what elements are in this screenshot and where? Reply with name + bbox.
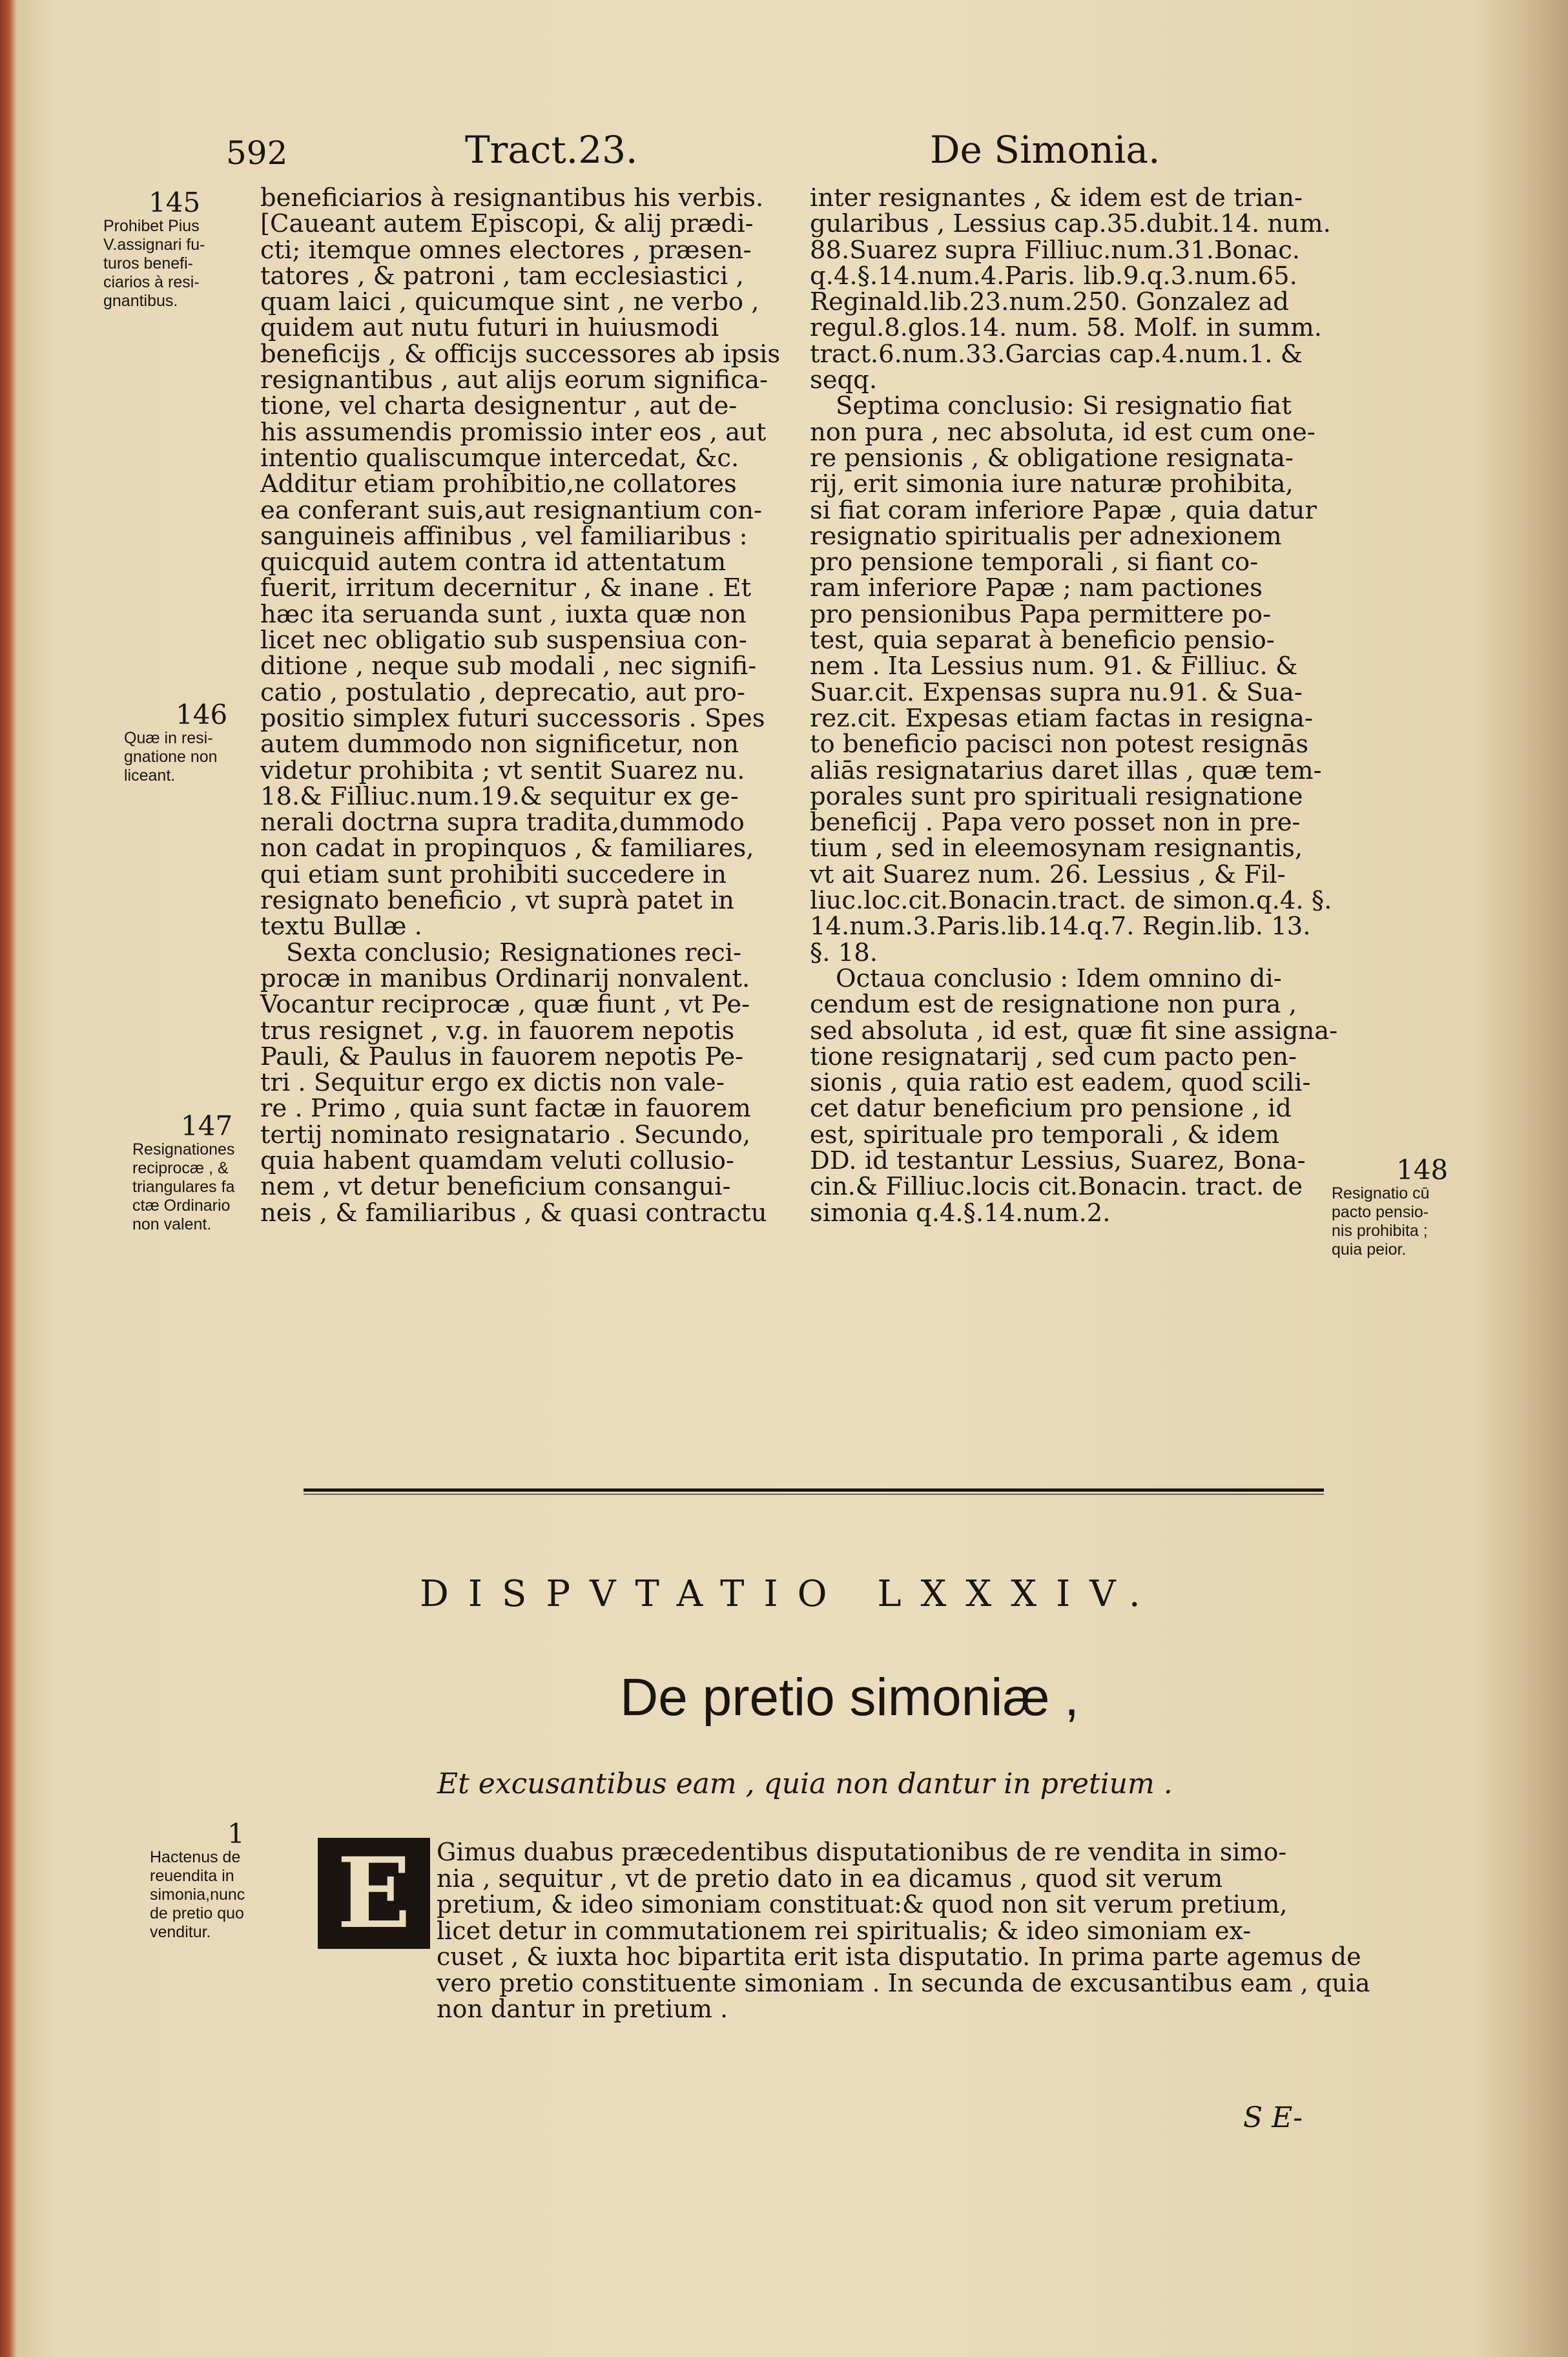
text-line: quicquid autem contra id attentatum bbox=[260, 548, 727, 577]
text-line: fuerit, irritum decernitur , & inane . Et bbox=[260, 573, 752, 603]
text-line: cuset , & iuxta hoc bipartita erit ista disputatio. In prima parte agemus de bbox=[437, 1942, 1361, 1971]
text-line: licet nec obligatio sub suspensiua con- bbox=[260, 626, 747, 655]
text-line: cin.& Filliuc.locis cit.Bonacin. tract. de bbox=[810, 1172, 1303, 1202]
margin-text: non valent. bbox=[132, 1215, 212, 1233]
text-line: beneficij . Papa vero posset non in pre- bbox=[810, 808, 1301, 838]
text-line: gularibus , Lessius cap.35.dubit.14. num. bbox=[810, 209, 1331, 239]
text-line: resignato beneficio , vt suprà patet in bbox=[260, 886, 734, 916]
margin-note bbox=[150, 1820, 245, 1942]
margin-number: 148 bbox=[1396, 1154, 1449, 1186]
text-line: nia , sequitur , vt de pretio dato in ea dicamus , quod sit verum bbox=[437, 1864, 1223, 1893]
text-line: inter resignantes , & idem est de trian- bbox=[810, 183, 1303, 212]
text-line: quia habent quamdam veluti collusio- bbox=[260, 1146, 734, 1175]
page-number: 592 bbox=[226, 134, 288, 172]
text-line: regul.8.glos.14. num. 58. Molf. in summ. bbox=[810, 313, 1322, 343]
text-line: q.4.§.14.num.4.Paris. lib.9.q.3.num.65. bbox=[810, 261, 1297, 291]
text-line: sionis , quia ratio est eadem, quod scili- bbox=[810, 1068, 1311, 1098]
text-line: DD. id testantur Lessius, Suarez, Bona- bbox=[810, 1146, 1306, 1175]
text-line: trus resignet , v.g. in fauorem nepotis bbox=[260, 1016, 735, 1045]
text-line: pro pensione temporali , si fiant co- bbox=[810, 548, 1259, 577]
text-line: autem dummodo non significetur, non bbox=[260, 730, 739, 759]
text-line: procæ in manibus Ordinarij nonvalent. bbox=[260, 963, 750, 993]
text-line: rez.cit. Expesas etiam factas in resigna- bbox=[810, 703, 1313, 733]
margin-number: 145 bbox=[149, 187, 201, 218]
text-line: quam laici , quicumque sint , ne verbo , bbox=[260, 287, 759, 317]
catchword: S E- bbox=[1243, 2101, 1303, 2134]
text-line: Vocantur reciprocæ , quæ fiunt , vt Pe- bbox=[260, 990, 750, 1020]
margin-text: ciarios à resi- bbox=[103, 273, 200, 291]
text-line: re pensionis , & obligatione resignata- bbox=[810, 443, 1294, 473]
text-line: tri . Sequitur ergo ex dictis non vale- bbox=[260, 1068, 725, 1098]
margin-text: Hactenus de bbox=[150, 1848, 241, 1866]
text-line: sed absoluta , id est, quæ fit sine assigna- bbox=[810, 1016, 1338, 1045]
disputatio-tagline: Et excusantibus eam , quia non dantur in pretium . bbox=[437, 1767, 1173, 1800]
text-line: catio , postulatio , deprecatio, aut pro- bbox=[260, 677, 745, 707]
margin-text: Resignatio cū bbox=[1332, 1184, 1430, 1202]
margin-note bbox=[1332, 1156, 1448, 1259]
margin-text: pacto pensio- bbox=[1332, 1203, 1429, 1221]
text-line: tium , sed in eleemosynam resignantis, bbox=[810, 834, 1303, 863]
text-line: nerali doctrna supra tradita,dummodo bbox=[260, 808, 745, 838]
text-line: tatores , & patroni , tam ecclesiastici , bbox=[260, 261, 744, 291]
margin-note bbox=[124, 701, 227, 785]
text-line: his assumendis promissio inter eos , aut bbox=[260, 417, 767, 447]
margin-number: 1 bbox=[227, 1818, 245, 1849]
disputatio-subtitle: De pretio simoniæ , bbox=[620, 1668, 1079, 1727]
text-line: vero pretio constituente simoniam . In secunda de excusantibus eam , quia bbox=[437, 1968, 1370, 1997]
text-line: si fiat coram inferiore Papæ , quia datur bbox=[810, 495, 1317, 525]
margin-text: triangulares fa bbox=[132, 1178, 235, 1196]
text-line: rij, erit simonia iure naturæ prohibita, bbox=[810, 469, 1294, 499]
margin-text: liceant. bbox=[124, 767, 176, 785]
section-divider bbox=[304, 1488, 1324, 1492]
margin-text: reuendita in bbox=[150, 1867, 234, 1885]
margin-text: Prohibet Pius bbox=[103, 217, 200, 235]
margin-number: 146 bbox=[176, 699, 228, 730]
text-line: beneficiarios à resignantibus his verbis. bbox=[260, 183, 764, 212]
text-line: nem , vt detur beneficium consangui- bbox=[260, 1172, 731, 1202]
text-line: qui etiam sunt prohibiti succedere in bbox=[260, 859, 727, 889]
text-line: 18.& Filliuc.num.19.& sequitur ex ge- bbox=[260, 781, 739, 811]
margin-note bbox=[103, 189, 205, 311]
text-line: resignatio spiritualis per adnexionem bbox=[810, 521, 1282, 551]
text-line: Pauli, & Paulus in fauorem nepotis Pe- bbox=[260, 1042, 744, 1071]
margin-number: 147 bbox=[181, 1110, 233, 1142]
text-line: [Caueant autem Episcopi, & alij prædi- bbox=[260, 209, 754, 239]
text-line: tione resignatarij , sed cum pacto pen- bbox=[810, 1042, 1297, 1071]
text-line: pro pensionibus Papa permittere po- bbox=[810, 599, 1272, 629]
text-line: positio simplex futuri successoris . Spes bbox=[260, 703, 765, 733]
text-line: cti; itemque omnes electores , præsen- bbox=[260, 235, 752, 265]
text-line: ditione , neque sub modali , nec signifi- bbox=[260, 652, 757, 681]
text-line: liuc.loc.cit.Bonacin.tract. de simon.q.4. §. bbox=[810, 886, 1332, 916]
text-line: Octaua conclusio : Idem omnino di- bbox=[836, 963, 1282, 993]
text-line: textu Bullæ . bbox=[260, 912, 422, 942]
text-line: non dantur in pretium . bbox=[437, 1995, 728, 2023]
text-line: pretium, & ideo simoniam constituat:& quod non sit verum pretium, bbox=[437, 1890, 1288, 1919]
text-line: Additur etiam prohibitio,ne collatores bbox=[260, 469, 737, 499]
margin-text: ctæ Ordinario bbox=[132, 1197, 231, 1215]
text-line: non cadat in propinquos , & familiares, bbox=[260, 834, 754, 863]
text-line: porales sunt pro spirituali resignatione bbox=[810, 781, 1303, 811]
text-line: tertij nominato resignatario . Secundo, bbox=[260, 1120, 751, 1149]
margin-text: de pretio quo bbox=[150, 1904, 244, 1922]
text-line: simonia q.4.§.14.num.2. bbox=[810, 1198, 1111, 1228]
margin-text: venditur. bbox=[150, 1923, 211, 1941]
margin-text: reciprocæ , & bbox=[132, 1159, 229, 1177]
text-line: to beneficio pacisci non potest resignās bbox=[810, 730, 1309, 759]
margin-text: gnantibus. bbox=[103, 292, 178, 310]
text-line: tract.6.num.33.Garcias cap.4.num.1. & bbox=[810, 339, 1303, 369]
text-line: licet detur in commutationem rei spiritualis; & ideo simoniam ex- bbox=[437, 1916, 1252, 1945]
text-line: hæc ita seruanda sunt , iuxta quæ non bbox=[260, 599, 747, 629]
left-column bbox=[260, 185, 790, 1226]
disputatio-body bbox=[315, 1838, 1370, 2023]
text-line: 88.Suarez supra Filliuc.num.31.Bonac. bbox=[810, 235, 1301, 265]
text-line: quidem aut nutu futuri in huiusmodi bbox=[260, 313, 719, 343]
text-line: est, spirituale pro temporali , & idem bbox=[810, 1120, 1279, 1149]
margin-text: nis prohibita ; bbox=[1332, 1222, 1428, 1240]
text-line: re . Primo , quia sunt factæ in fauorem bbox=[260, 1094, 751, 1124]
text-line: test, quia separat à beneficio pensio- bbox=[810, 626, 1275, 655]
margin-note bbox=[132, 1112, 234, 1234]
text-line: videtur prohibita ; vt sentit Suarez nu. bbox=[260, 756, 745, 785]
page-title: De Simonia. bbox=[930, 128, 1161, 172]
text-line: sanguineis affinibus , vel familiaribus : bbox=[260, 521, 748, 551]
text-line: non pura , nec absoluta, id est cum one- bbox=[810, 417, 1315, 447]
margin-text: Quæ in resi- bbox=[124, 729, 213, 747]
margin-text: simonia,nunc bbox=[150, 1886, 245, 1904]
margin-text: Resignationes bbox=[132, 1140, 235, 1158]
text-line: seqq. bbox=[810, 365, 878, 395]
text-line: Gimus duabus præcedentibus disputationibus de re vendita in simo- bbox=[437, 1838, 1287, 1866]
margin-text: V.assignari fu- bbox=[103, 236, 205, 254]
tract-label: Tract.23. bbox=[465, 128, 638, 172]
text-line: nem . Ita Lessius num. 91. & Filliuc. & bbox=[810, 652, 1298, 681]
text-line: 14.num.3.Paris.lib.14.q.7. Regin.lib. 13. bbox=[810, 912, 1311, 942]
text-line: Sexta conclusio; Resignationes reci- bbox=[286, 938, 742, 967]
text-line: neis , & familiaribus , & quasi contractu bbox=[260, 1198, 767, 1228]
text-line: tione, vel charta designentur , aut de- bbox=[260, 391, 738, 421]
running-header bbox=[213, 128, 1311, 186]
margin-text: turos benefi- bbox=[103, 254, 193, 273]
text-line: aliās resignatarius daret illas , quæ tem- bbox=[810, 756, 1322, 785]
text-line: beneficijs , & officijs successores ab ipsis bbox=[260, 339, 781, 369]
text-line: Septima conclusio: Si resignatio fiat bbox=[836, 391, 1292, 421]
text-line: vt ait Suarez num. 26. Lessius , & Fil- bbox=[810, 859, 1286, 889]
section-divider bbox=[304, 1494, 1324, 1495]
text-line: intentio qualiscumque intercedat, &c. bbox=[260, 443, 739, 473]
text-line: ram inferiore Papæ ; nam pactiones bbox=[810, 573, 1263, 603]
margin-text: quia peior. bbox=[1332, 1240, 1407, 1259]
text-line: ea conferant suis,aut resignantium con- bbox=[260, 495, 763, 525]
margin-text: gnatione non bbox=[124, 748, 218, 766]
text-line: §. 18. bbox=[810, 938, 878, 967]
text-line: cendum est de resignatione non pura , bbox=[810, 990, 1297, 1020]
disputatio-heading: DISPVTATIO LXXXIV. bbox=[420, 1573, 1160, 1615]
text-line: cet datur beneficium pro pensione , id bbox=[810, 1094, 1292, 1124]
text-line: resignantibus , aut alijs eorum significa- bbox=[260, 365, 769, 395]
decorated-initial: E bbox=[318, 1838, 430, 1949]
right-column bbox=[810, 183, 1338, 1228]
text-line: Suar.cit. Expensas supra nu.91. & Sua- bbox=[810, 677, 1303, 707]
text-line: Reginald.lib.23.num.250. Gonzalez ad bbox=[810, 287, 1289, 317]
